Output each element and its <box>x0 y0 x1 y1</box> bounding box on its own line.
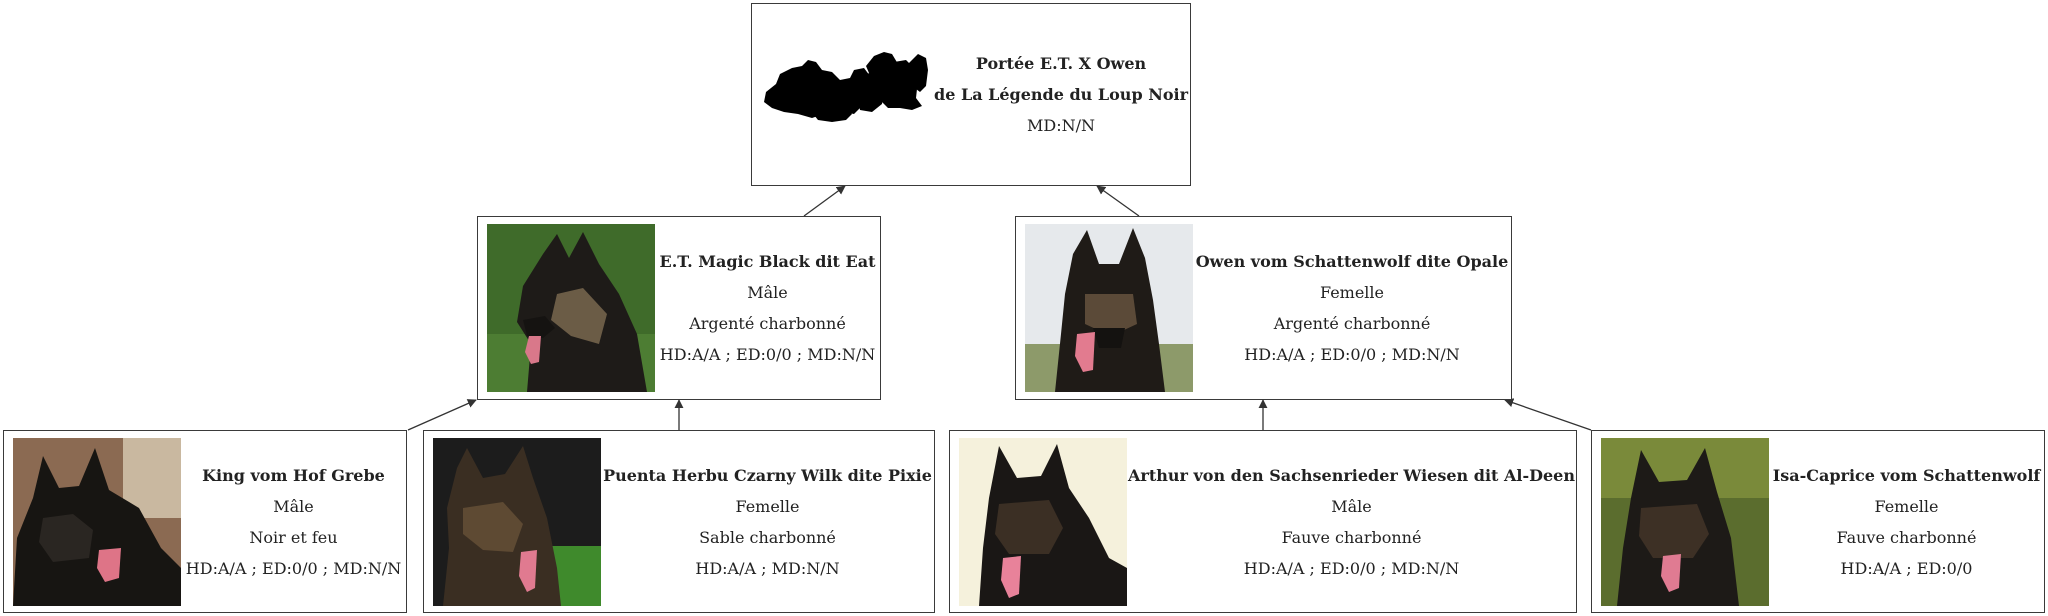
maternal-granddam-photo <box>1601 438 1769 606</box>
maternal-grandsire-sex: Mâle <box>1331 496 1372 516</box>
maternal-grandsire-photo <box>959 438 1127 606</box>
maternal-grandsire-node <box>949 430 1577 613</box>
sire-node <box>477 216 881 400</box>
litter-title: Portée E.T. X Owen <box>975 54 1147 73</box>
paternal-grandsire-photo <box>13 438 181 606</box>
edge-sire-to-litter <box>804 186 845 216</box>
maternal-grandsire-name: Arthur von den Sachsenrieder Wiesen dit Al-Deen <box>1128 465 1575 485</box>
maternal-granddam-color: Fauve charbonné <box>1836 527 1977 547</box>
paternal-granddam-node <box>423 430 935 613</box>
maternal-granddam-health: HD:A/A ; ED:0/0 <box>1840 558 1973 578</box>
litter-health: MD:N/N <box>1027 116 1095 135</box>
edge-maternal-granddam-to-dam <box>1505 400 1591 430</box>
paternal-grandsire-sex: Mâle <box>273 496 314 516</box>
dam-health: HD:A/A ; ED:0/0 ; MD:N/N <box>1244 345 1460 364</box>
edge-dam-to-litter <box>1097 186 1139 216</box>
paternal-grandsire-info <box>181 460 406 584</box>
maternal-granddam-node <box>1591 430 2045 613</box>
sire-color: Argenté charbonné <box>689 314 846 333</box>
paternal-grandsire-name: King vom Hof Grebe <box>202 465 385 485</box>
maternal-granddam-info <box>1769 460 2044 584</box>
edge-grandsire-to-sire <box>408 400 476 430</box>
sire-health: HD:A/A ; ED:0/0 ; MD:N/N <box>659 345 876 364</box>
dam-node <box>1015 216 1512 400</box>
sire-sex: Mâle <box>747 283 788 302</box>
dam-color: Argenté charbonné <box>1273 314 1431 333</box>
litter-node <box>751 3 1191 186</box>
paternal-grandsire-color: Noir et feu <box>249 527 338 547</box>
maternal-grandsire-color: Fauve charbonné <box>1281 527 1422 547</box>
dam-sex: Femelle <box>1319 283 1385 302</box>
paternal-grandsire-node <box>3 430 407 613</box>
maternal-granddam-sex: Femelle <box>1874 496 1939 516</box>
sire-name: E.T. Magic Black dit Eat <box>659 252 876 271</box>
paternal-granddam-color: Sable charbonné <box>699 527 836 547</box>
paternal-granddam-sex: Femelle <box>735 496 800 516</box>
maternal-grandsire-info <box>1127 460 1576 584</box>
paternal-grandsire-health: HD:A/A ; ED:0/0 ; MD:N/N <box>185 558 402 578</box>
maternal-grandsire-health: HD:A/A ; ED:0/0 ; MD:N/N <box>1243 558 1460 578</box>
paternal-granddam-photo <box>433 438 601 606</box>
sire-photo <box>487 224 655 392</box>
dam-info <box>1193 246 1511 370</box>
litter-info <box>932 48 1190 141</box>
dam-name: Owen vom Schattenwolf dite Opale <box>1195 252 1509 271</box>
maternal-granddam-name: Isa-Caprice vom Schattenwolf <box>1772 465 2041 485</box>
sire-info <box>655 246 880 370</box>
puppies-silhouette-image <box>762 40 932 150</box>
dam-photo <box>1025 224 1193 392</box>
paternal-granddam-health: HD:A/A ; MD:N/N <box>695 558 840 578</box>
paternal-granddam-info <box>601 460 934 584</box>
litter-kennel: de La Légende du Loup Noir <box>934 85 1188 104</box>
paternal-granddam-name: Puenta Herbu Czarny Wilk dite Pixie <box>603 465 932 485</box>
